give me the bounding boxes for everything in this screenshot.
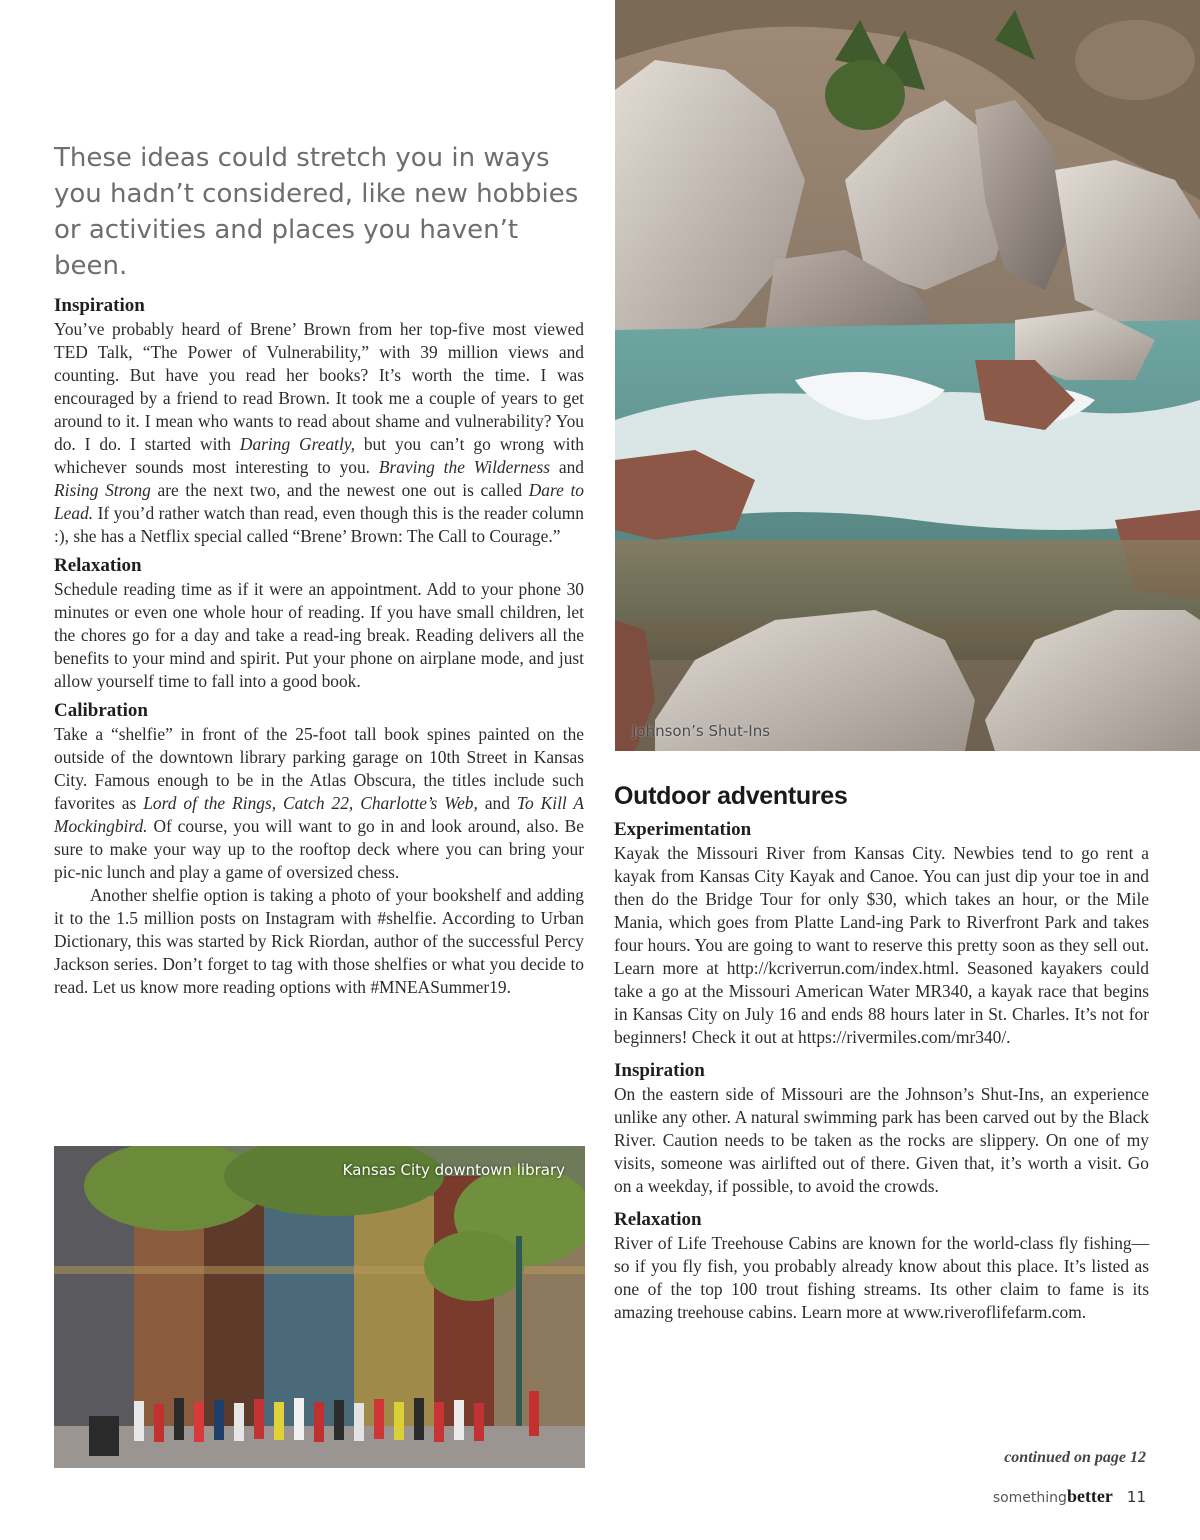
inspiration-right-paragraph: On the eastern side of Missouri are the Johnson’s Shut-Ins, an experience unlike any other. A natural swimming park has been carved out by the Black River. Caution needs to be taken as the rocks are slippery. On one of my visits, someone was airlifted out of there. Given that, it’s worth a visit. Go on a weekday, if possible, to avoid the crowds. [614,1084,1149,1196]
page-footer [993,1486,1146,1507]
calibration-paragraph: Take a “shelfie” in front of the 25-foot tall book spines painted on the outside of the downtown library parking garage on 10th Street in Kansas City. Famous enough to be in the Atlas Obscura, the titles include such favorites as Lord of the Rings, Catch 22, Charlotte’s Web, and To Kill A Mockingbird. Of course, you will want to go in and look around, also. Be sure to make your way up to the rooftop deck where you can bring your pic-nic lunch and play a game of oversized chess. [54,724,585,882]
waterfall-photo [615,0,1200,751]
heading-inspiration-right: Inspiration [614,1060,705,1081]
heading-experimentation: Experimentation [614,819,752,840]
shelfie-paragraph: Another shelfie option is taking a photo of your bookshelf and adding it to the 1.5 million posts on Instagram with #shelfie. According to Urban Dictionary, this was started by Rick Riordan, author of the successful Percy Jackson series. Don’t forget to tag with those shelfies or what you decide to read. Let us know more reading options with #MNEASummer19. [54,885,584,997]
library-caption: Kansas City downtown library [342,1161,565,1179]
heading-relaxation: Relaxation [54,555,142,576]
intro-pullquote: These ideas could stretch you in ways you hadn’t considered, like new hobbies or activities and places you haven’t been. [54,143,579,281]
footer-brand-light: something [992,1490,1067,1506]
library-photo [54,1146,585,1468]
footer-brand-bold: better [1066,1486,1113,1506]
page-number: 11 [1126,1488,1146,1506]
heading-calibration: Calibration [54,700,148,721]
continued-note: continued on page 12 [1004,1449,1146,1466]
library-illustration [54,1146,585,1468]
heading-relaxation-right: Relaxation [614,1209,702,1230]
relaxation-paragraph: Schedule reading time as if it were an appointment. Add to your phone 30 minutes or even one whole hour of reading. If you have small children, let the chores go for a day and take a read-ing break. Reading delivers all the benefits to your mind and spirit. Put your phone on airplane mode, and just allow yourself time to fall into a good book. [54,579,584,691]
experimentation-paragraph: Kayak the Missouri River from Kansas City. Newbies tend to go rent a kayak from Kansas City Kayak and Canoe. You can just dip your toe in and then do the Bridge Tour for only $30, which takes an hour, or the Mile Mania, which goes from Platte Land-ing Park to Riverfront Park and takes four hours. You are going to want to reserve this pretty soon as they sell out. Learn more at http://kcriverrun.com/index.html. Seasoned kayakers could take a go at the Missouri American Water MR340, a kayak race that begins in Kansas City on July 16 and ends 88 hours later in St. Charles. It’s not for beginners! Check it out at https://rivermiles.com/mr340/. [614,843,1149,1047]
waterfall-caption: Johnson’s Shut-Ins [632,722,771,740]
relaxation-right-paragraph: River of Life Treehouse Cabins are known for the world-class fly fishing—so if you fly fish, you probably already know about this place. It’s listed as one of the top 100 trout fishing streams. Its other claim to fame is its amazing treehouse cabins. Learn more at www.riveroflifefarm.com. [614,1233,1149,1322]
inspiration-paragraph: You’ve probably heard of Brene’ Brown from her top-five most viewed TED Talk, “The Power of Vulnerability,” with 39 million views and counting. But have you read her books? It’s worth the time. I was encouraged by a friend to read Brown. It took me a couple of years to get around to it. I mean who wants to read about shame and vulnerability? You do. I do. I started with Daring Greatly, but you can’t go wrong with whichever sounds most interesting to you. Braving the Wilderness and Rising Strong are the next two, and the newest one out is called Dare to Lead. If you’d rather watch than read, even though this is the reader column :), she has a Netflix special called “Brene’ Brown: The Call to Courage.” [54,319,584,546]
right-column [614,780,1149,1330]
section-title-outdoor: Outdoor adventures [614,782,848,810]
left-column [54,294,584,1005]
heading-inspiration: Inspiration [54,295,145,316]
waterfall-illustration [615,0,1200,751]
